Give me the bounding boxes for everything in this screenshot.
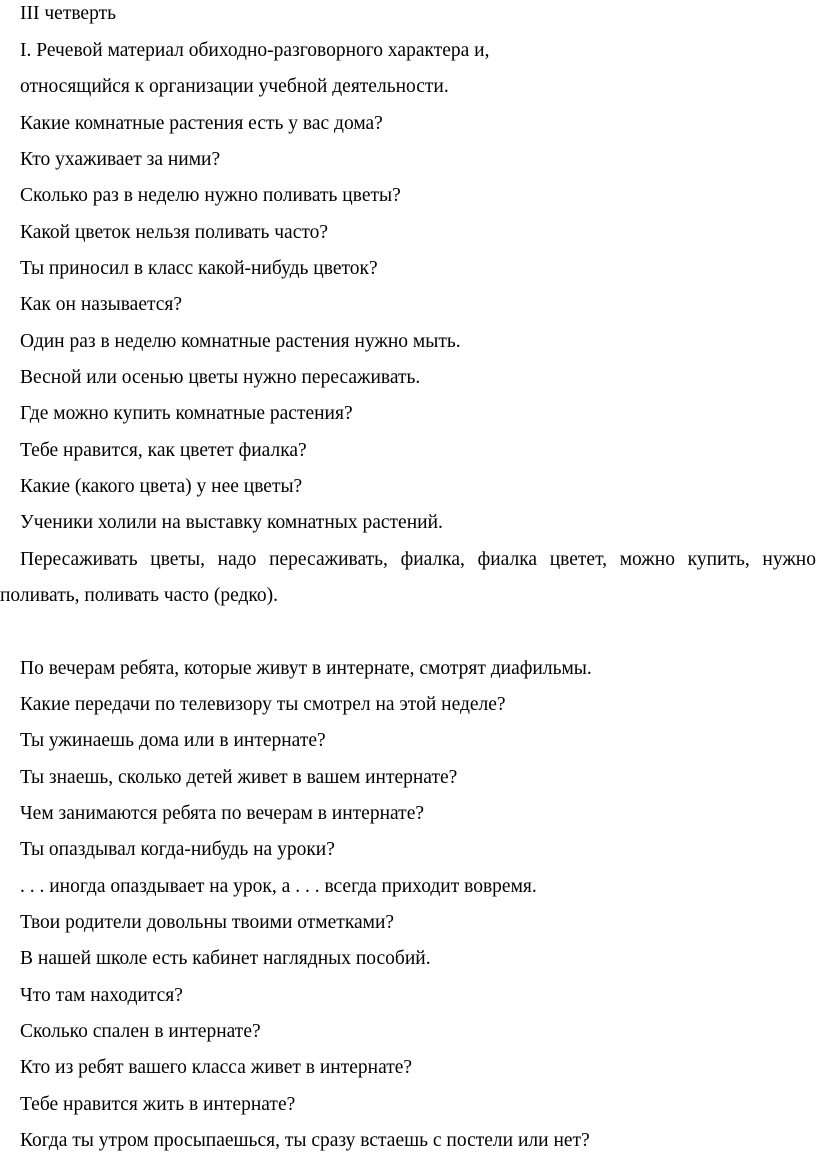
text-line: Один раз в неделю комнатные растения нужно мыть. [20,331,461,352]
text-line: . . . иногда опаздывает на урок, а . . . всегда приходит вовремя. [20,876,537,897]
text-line: Какие комнатные растения есть у вас дома? [20,113,383,134]
text-line: Тебе нравится жить в интернате? [20,1094,296,1115]
text-line: Пересаживать цветы, надо пересаживать, фиалка, фиалка цветет, можно купить, нужно [20,549,816,570]
text-line: Когда ты утром просыпаешься, ты сразу встаешь с постели или нет? [20,1130,590,1151]
text-line: Где можно купить комнатные растения? [20,403,353,424]
text-line: Ты ужинаешь дома или в интернате? [20,730,326,751]
text-line: Сколько раз в неделю нужно поливать цветы? [20,185,401,206]
text-line: Тебе нравится, как цветет фиалка? [20,440,307,461]
text-line: I. Речевой материал обиходно-разговорного характера и, [20,40,490,61]
text-line: Твои родители довольны твоими отметками? [20,912,395,933]
text-line: По вечерам ребята, которые живут в интернате, смотрят диафильмы. [20,658,592,679]
text-line: Чем занимаются ребята по вечерам в интернате? [20,803,425,824]
text-line: Сколько спален в интернате? [20,1021,261,1042]
text-line: Ученики холили на выставку комнатных растений. [20,512,443,533]
text-line: относящийся к организации учебной деятельности. [20,76,449,97]
text-line: Какой цветок нельзя поливать часто? [20,222,329,243]
text-line: Ты опаздывал когда-нибудь на уроки? [20,839,335,860]
text-line: поливать, поливать часто (редко). [0,585,279,606]
text-line: Как он называется? [20,294,183,315]
text-line: Ты знаешь, сколько детей живет в вашем интернате? [20,767,458,788]
text-line: Что там находится? [20,985,183,1006]
text-line: В нашей школе есть кабинет наглядных пособий. [20,948,431,969]
text-line: Весной или осенью цветы нужно пересаживать. [20,367,421,388]
text-line: Кто из ребят вашего класса живет в интернате? [20,1057,413,1078]
text-line: Ты приносил в класс какой-нибудь цветок? [20,258,378,279]
text-line: Кто ухаживает за ними? [20,149,221,170]
text-line: Какие передачи по телевизору ты смотрел на этой неделе? [20,694,506,715]
document-heading: III четверть [20,3,116,24]
text-line: Какие (какого цвета) у нее цветы? [20,476,303,497]
